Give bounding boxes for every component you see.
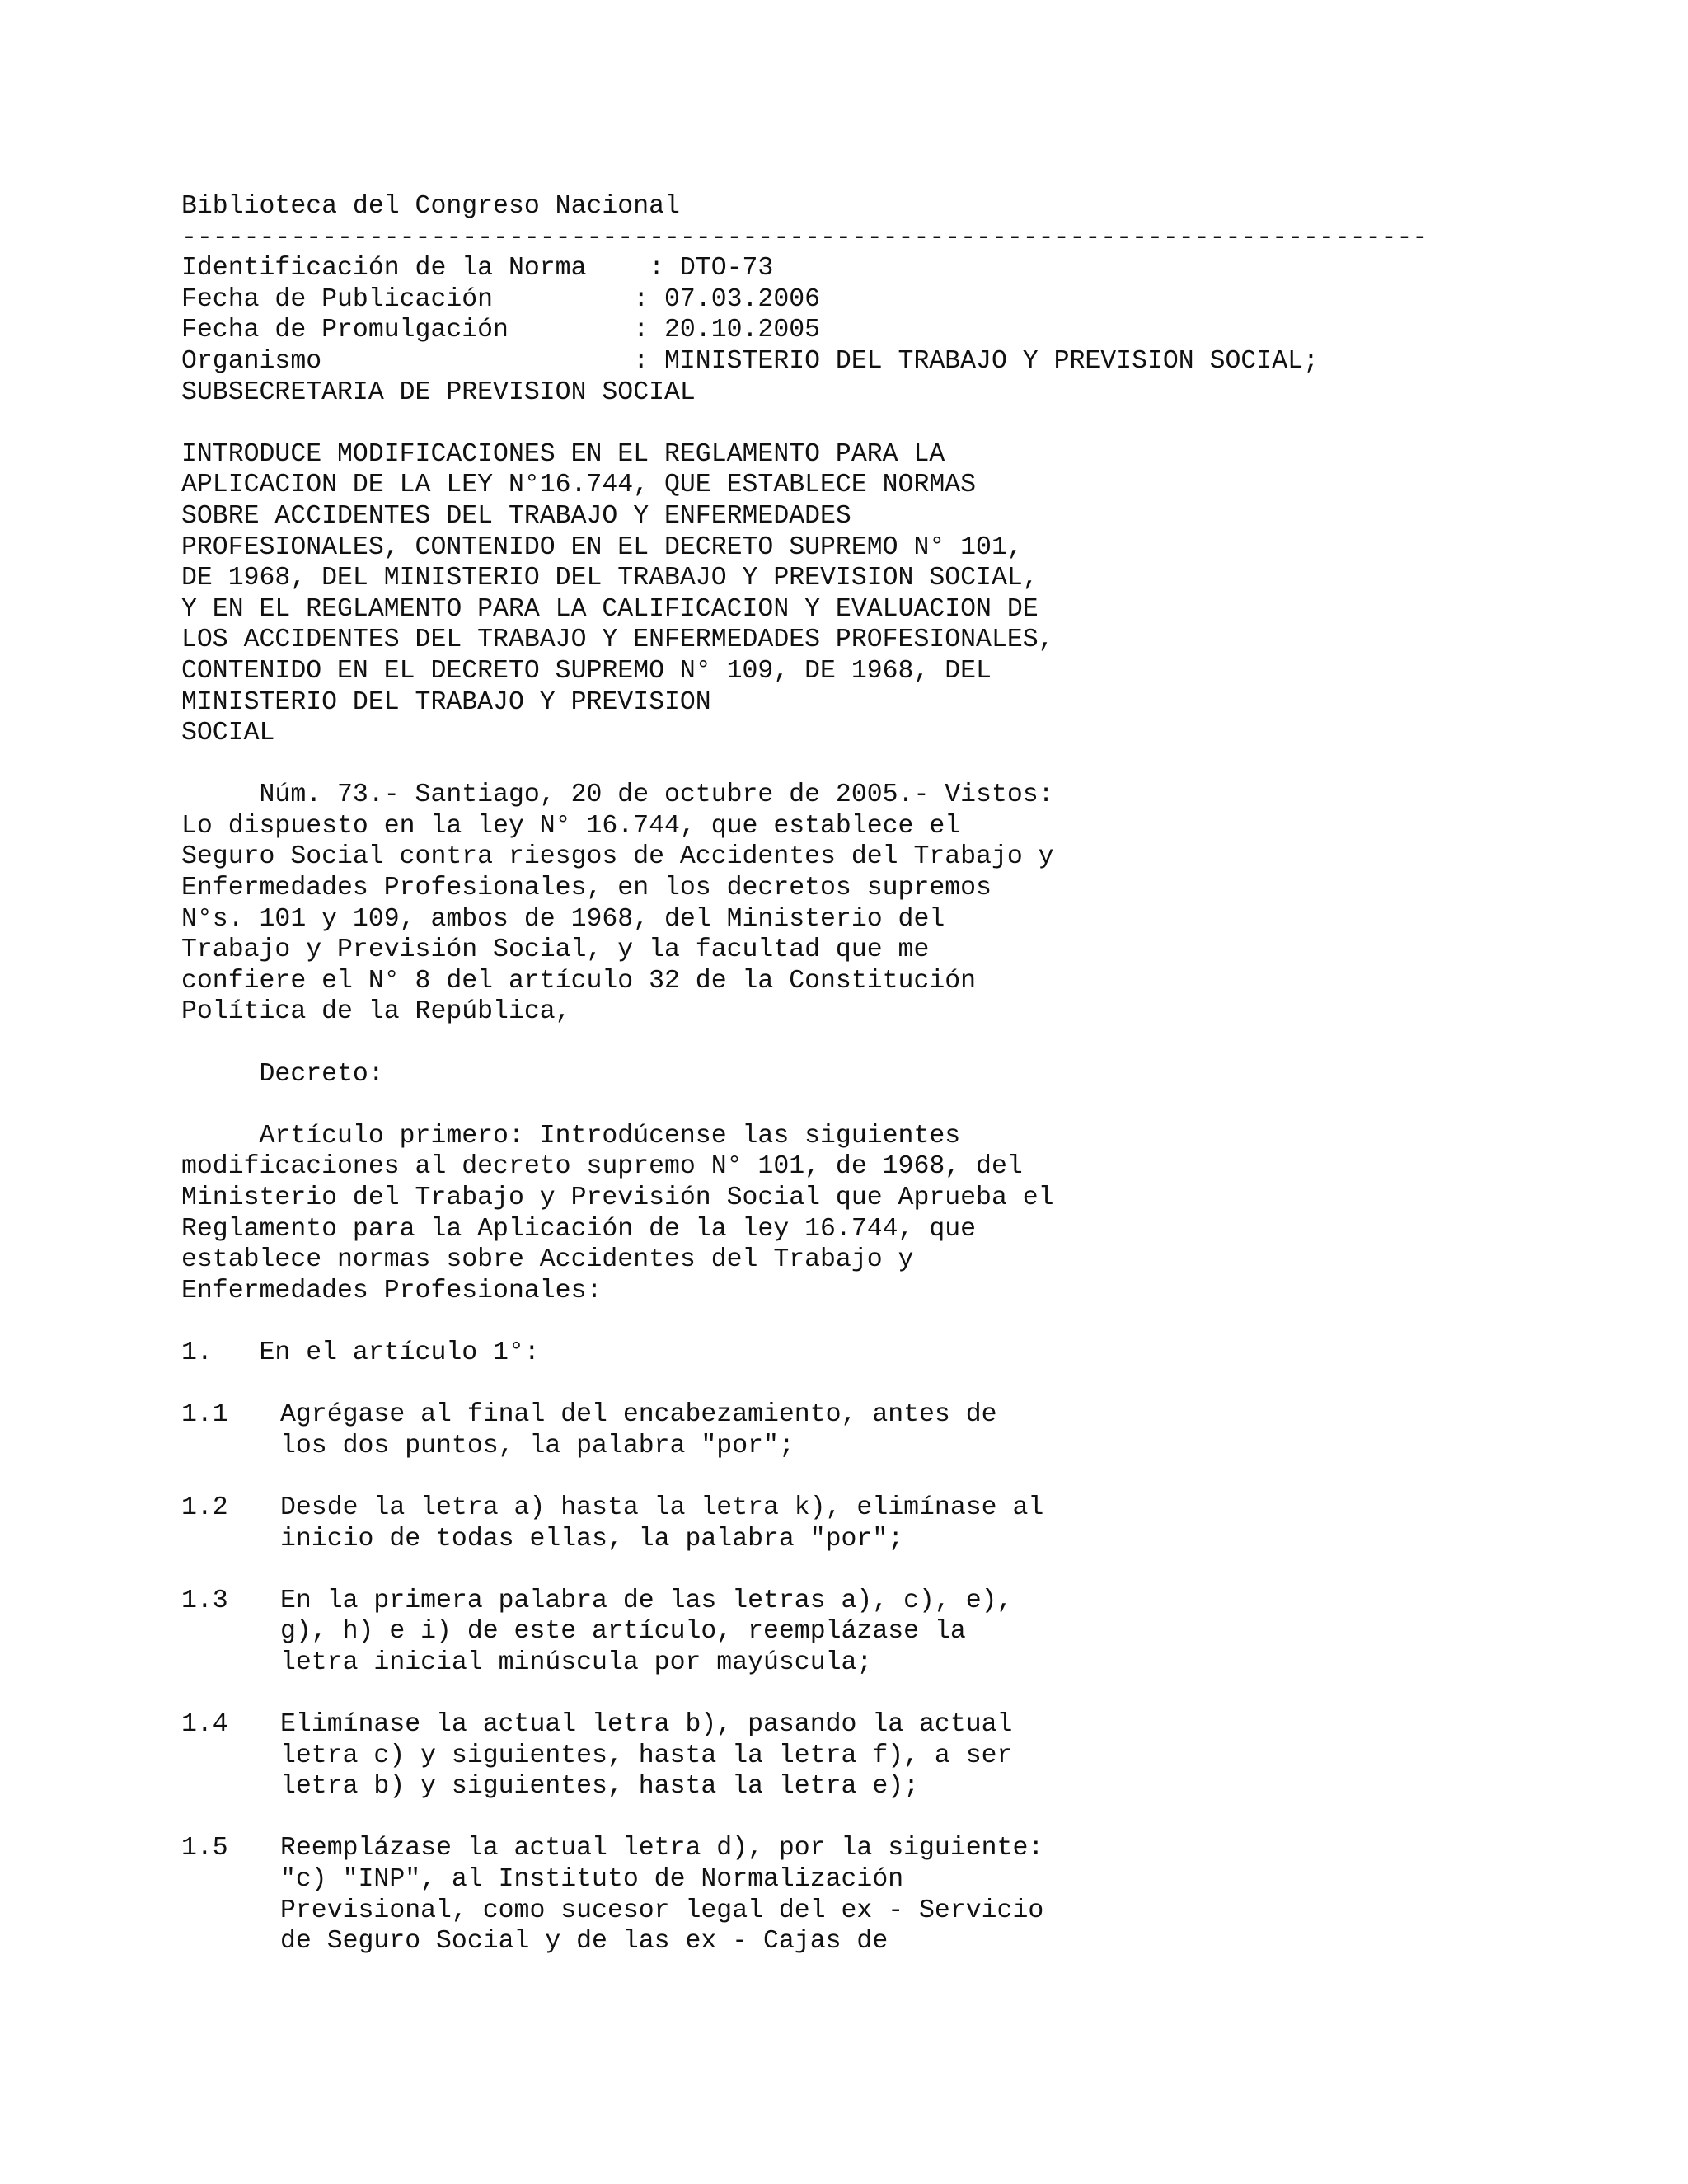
paragraph-line: Seguro Social contra riesgos de Accidentes del Trabajo y (181, 842, 1054, 872)
title-line: PROFESIONALES, CONTENIDO EN EL DECRETO SUPREMO N° 101, (181, 532, 1023, 562)
subitem-line: Reemplázase la actual letra d), por la siguiente: (280, 1834, 1044, 1863)
vistos-paragraph (181, 780, 1500, 1028)
subitem-line: En la primera palabra de las letras a), c), e), (280, 1586, 1013, 1615)
paragraph-line: Núm. 73.- Santiago, 20 de octubre de 2005.- Vistos: (181, 780, 1054, 810)
paragraph-line: Enfermedades Profesionales, en los decretos supremos (181, 874, 992, 903)
publication-date: Fecha de Publicación : 07.03.2006 (181, 284, 821, 314)
paragraph-line: Enfermedades Profesionales: (181, 1276, 603, 1305)
title-line: SOBRE ACCIDENTES DEL TRABAJO Y ENFERMEDADES (181, 501, 851, 531)
subitem-number: 1.5 (181, 1834, 228, 1863)
title-line: Y EN EL REGLAMENTO PARA LA CALIFICACION Y EVALUACION DE (181, 594, 1039, 624)
subitem-line: letra c) y siguientes, hasta la letra f), a ser (280, 1741, 1013, 1770)
paragraph-line: Política de la República, (181, 997, 571, 1027)
title-line: LOS ACCIDENTES DEL TRABAJO Y ENFERMEDADES PROFESIONALES, (181, 626, 1054, 655)
paragraph-line: Reglamento para la Aplicación de la ley 16.744, que (181, 1214, 977, 1244)
paragraph-line: confiere el N° 8 del artículo 32 de la Constitución (181, 966, 977, 996)
document-title (181, 439, 1500, 749)
title-line: INTRODUCE MODIFICACIONES EN EL REGLAMENTO PARA LA (181, 439, 945, 469)
subitem-line: Elimínase la actual letra b), pasando la actual (280, 1710, 1013, 1740)
subitem-1-4 (181, 1709, 1500, 1802)
paragraph-line: Lo dispuesto en la ley N° 16.744, que establece el (181, 811, 961, 841)
subitem-line: letra inicial minúscula por mayúscula; (280, 1647, 873, 1677)
title-line: DE 1968, DEL MINISTERIO DEL TRABAJO Y PREVISION SOCIAL, (181, 564, 1039, 593)
subitem-1-3 (181, 1586, 1500, 1679)
subitem-line: g), h) e i) de este artículo, reemplázase la (280, 1617, 966, 1647)
paragraph-line: modificaciones al decreto supremo N° 101, de 1968, del (181, 1152, 1023, 1182)
subitem-line: inicio de todas ellas, la palabra "por"; (280, 1524, 904, 1554)
promulgation-date: Fecha de Promulgación : 20.10.2005 (181, 316, 821, 345)
subitem-line: Desde la letra a) hasta la letra k), elimínase al (280, 1493, 1044, 1522)
organism-continued: SUBSECRETARIA DE PREVISION SOCIAL (181, 377, 696, 407)
title-line: MINISTERIO DEL TRABAJO Y PREVISION (181, 687, 711, 717)
paragraph-line: Artículo primero: Introdúcense las siguientes (181, 1121, 961, 1151)
subitem-1-1 (181, 1399, 1500, 1461)
paragraph-line: N°s. 101 y 109, ambos de 1968, del Ministerio del (181, 904, 945, 934)
subitem-line: "c) "INP", al Instituto de Normalización (280, 1865, 904, 1895)
title-line: SOCIAL (181, 719, 275, 748)
document-page (181, 191, 1500, 1957)
subitem-number: 1.2 (181, 1493, 228, 1522)
subitem-number: 1.4 (181, 1710, 228, 1740)
subitem-line: Agrégase al final del encabezamiento, antes de (280, 1400, 997, 1430)
norma-id: Identificación de la Norma : DTO-73 (181, 254, 774, 284)
subitem-1-5 (181, 1833, 1500, 1957)
paragraph-line: Ministerio del Trabajo y Previsión Social que Aprueba el (181, 1183, 1054, 1212)
item-1: 1. En el artículo 1°: (181, 1338, 540, 1367)
organism: Organismo : MINISTERIO DEL TRABAJO Y PREVISION SOCIAL; (181, 346, 1319, 376)
subitem-line: Previsional, como sucesor legal del ex - Servicio (280, 1896, 1044, 1925)
paragraph-line: Trabajo y Previsión Social, y la facultad que me (181, 935, 930, 965)
subitem-line: de Seguro Social y de las ex - Cajas de (280, 1927, 889, 1957)
subitem-line: letra b) y siguientes, hasta la letra e); (280, 1772, 920, 1802)
decreto-heading: Decreto: (181, 1059, 384, 1089)
subitem-1-2 (181, 1493, 1500, 1554)
library-name: Biblioteca del Congreso Nacional (181, 192, 680, 221)
subitem-number: 1.3 (181, 1586, 228, 1615)
articulo-primero-paragraph (181, 1121, 1500, 1307)
paragraph-line: establece normas sobre Accidentes del Trabajo y (181, 1245, 914, 1275)
subitem-number: 1.1 (181, 1400, 228, 1430)
title-line: APLICACION DE LA LEY N°16.744, QUE ESTABLECE NORMAS (181, 471, 977, 500)
subitem-line: los dos puntos, la palabra "por"; (280, 1431, 795, 1460)
separator-line: -------------------------------------------------------------------------------- (181, 223, 1428, 252)
title-line: CONTENIDO EN EL DECRETO SUPREMO N° 109, DE 1968, DEL (181, 656, 992, 686)
